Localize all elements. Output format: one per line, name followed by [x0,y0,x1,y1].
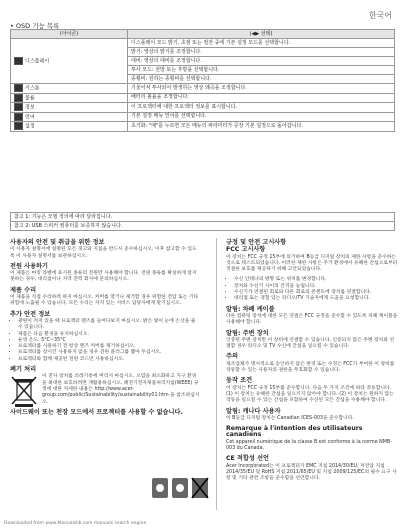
menu-cell [11,84,128,94]
section-body: Cet appareil numérique de la classe B est conforme à la norme NMB-003 du Canada. [226,439,392,452]
note: 참고 2: USB 스피커 컴퓨터를 보증하지 않습니다. [10,222,395,231]
desc-cell: 기본 설정 메뉴 언어를 선택합니다. [128,112,395,122]
section-heading: 알림: 캐나다 사용자 [226,407,281,415]
menu-label: 언어 [25,114,35,120]
table-row [11,93,395,103]
column-divider [216,238,217,510]
menu-cell [11,112,128,122]
osd-table [10,29,395,132]
section-body: Acer Incorporated는 이 프로젝터가 EMC 지침 2014/30/EU, 저전압 지침 2014/35/EU 및 RoHS 지침 2011/65/EU 및 지침 2009/125/EC의 필수 요구 사항 및 기타 관련 조항을 준수함을 선언합니다. [226,463,397,482]
section-body: 다른 컴퓨팅 장치에 대한 모든 연결은 FCC 규정을 준수할 수 있도록 차폐 케이블을 사용해야 합니다. [226,313,398,326]
download-footer: Downloaded from www.Manualslib.com manuals search engine [4,521,147,526]
section-heading: 제품 수리 [10,286,37,294]
section-heading: Remarque à l'intention des utilisateurs canadiens [226,425,363,439]
list-item: • 수신기가 연결된 회로와 다른 회로의 콘센트에 장치를 연결합니다. [234,290,398,296]
desc-cell: 투사 모드: 전방 또는 후방을 선택합니다. [128,66,395,75]
table-row [11,112,395,122]
section-heading: 전원 사용하기 [10,262,49,270]
menu-cell [11,93,128,103]
section-body: 제조업체가 명시적으로 승인하지 않은 변경 또는 수정은 FCC가 부여한 이 장비를 작동할 수 있는 사용자의 권한을 무효화할 수 있습니다. [226,361,395,374]
section-body: 이 장치는 FCC 규정 15부에 의거하여 B등급 디지털 장치의 제한 사항을 준수하는 것으로 테스트되었습니다. 이러한 제한 사항은 주거 환경에서 유해한 간섭으로부터 적절한 보호를 제공하기 위해 고안되었습니다. [226,254,398,273]
table-row [11,39,395,48]
desc-cell: 대비: 영상의 대비를 조정합니다. [128,57,395,66]
section-body: 이 전자 장치를 쓰레기통에 버리지 마십시오. 오염을 최소화하고 지구 환경을 최대한 보호하려면 재활용하십시오. 폐전기전자제품처리지침(WEEE) 규정에 대한 자세한 내용은 http://www.acer-group.com/public/Sustainability/sustainability01.htm 을 참조하십시오. [42,374,200,405]
menu-cell [11,122,128,132]
desc-cell: 배터리 볼륨을 조정합니다. [128,93,395,103]
section-heading: 주의 [226,353,238,361]
language-icon [14,113,23,121]
section-body: 이 장치는 FCC 규정 15부를 준수합니다. 다음 두 가지 조건에 따라 작동합니다. (1) 이 장치는 유해한 간섭을 일으키지 않아야 합니다. (2) 이 장치는 원하지 않는 작동을 일으킬 수 있는 간섭을 포함하여 수신된 모든 간섭을 수용해야 합니다. [226,385,394,404]
section-heading: 규정 및 안전 고시사항 [226,239,287,246]
language-label: 한국어 [368,11,392,20]
section-heading: 알림: 차폐 케이블 [226,305,275,313]
keystone-icon [14,84,23,92]
display-icon [14,57,23,65]
section-heading: CE 적합성 선언 [226,455,269,463]
menu-label: 키스톤 [25,85,40,92]
osd-notes [10,212,395,231]
list-item: • 운영 온도: 5°C~35°C [18,338,200,344]
section-heading: 동작 조건 [226,377,253,385]
desc-cell: 종횡비: 원하는 종횡비를 선택합니다. [128,75,395,84]
section-heading: 폐기 처리 [10,366,37,374]
safety-list [10,319,200,363]
settings-icon [14,122,23,130]
left-column [10,240,200,417]
menu-cell [11,103,128,113]
osd-col-desc: (◀▶ 선택) [128,30,395,39]
weee-bin-icon [10,374,38,408]
list-item: • 장치와 수신기 사이의 간격을 늘립니다. [234,284,398,290]
desc-cell: 디스플레이 모드 밝기, 초점 또는 절전 중에 기본 설정 모드를 선택합니다. [128,39,395,48]
menu-label: 설정 [25,123,35,130]
list-item: • 프로젝터를 사용하기 전 항상 렌즈 커버를 제거하십시오. [18,344,200,350]
desc-cell: 밝기: 영상의 밝기를 조정합니다. [128,48,395,57]
menu-cell [11,39,128,84]
list-item: • 제품은 다음 환경을 유지하십시오. [18,332,200,338]
list-item: • 프로젝터를 장시간 사용하지 않을 경우 전원 플러그를 뽑아 두십시오. [18,350,200,356]
menu-label: 볼륨 [25,95,35,101]
section-heading: FCC 고시사항 [226,246,266,254]
section-body: 이 사용자 설명서에 설명된 모든 경고와 지침을 반드시 준수하십시오. 이후 참고할 수 있도록 이 사용자 설명서를 보관하십시오. [10,247,197,259]
fcc-list [226,277,398,302]
section-heading: 사이드웨이 또는 천장 모드에서 프로젝터를 사용할 수 없습니다. [10,408,183,416]
section-body: 이 B등급 디지털 장치는 Canadian ICES-003을 준수합니다. [226,415,354,421]
section-heading: 알림: 주변 장치 [226,329,269,337]
section-body: 이 제품을 직접 수리하려 하지 마십시오. 커버를 열거나 제거할 경우 위험한 전압 또는 기타 위험에 노출될 수 있습니다. 모든 수리는 자격 있는 서비스 담당자에게 맡기십시오. [10,295,199,307]
desc-cell: 초기화: "예"를 누르면 모든 메뉴의 파라미터가 공장 기본 설정으로 돌아갑니다. [128,122,395,132]
section-body: 이 제품은 마킹 라벨에 표시된 종류의 전원만 사용해야 합니다. 전원 종류를 확실하게 알지 못하는 경우, 대리점이나 지역 전력 회사에 문의하십시오. [10,271,197,283]
osd-title: • OSD 기능 목록 [10,22,60,30]
osd-col-menu: (아이콘) [11,30,128,39]
right-column [226,240,398,487]
section-heading: 추가 안전 정보 [10,310,51,318]
section-body: 인증된 주변 장치만 이 장비에 연결할 수 있습니다. 인증되지 않은 주변 장치와 연결할 경우 라디오 및 TV 수신에 간섭을 일으킬 수 있습니다. [226,337,395,350]
list-item: • 광원이 켜져 있을 때 프로젝터 렌즈를 들여다보지 마십시오. 밝은 빛이 눈에 손상을 줄 수 있습니다. [18,319,200,332]
projector-orientation-illustration [150,474,210,502]
desc-cell: 이 프로젝터에 대한 프로젝터 정보를 표시합니다. [128,103,395,113]
info-icon [14,103,23,111]
volume-icon [14,94,23,102]
desc-cell: 기울어져 투사되어 발생하는 영상 왜곡을 조정합니다. [128,84,395,94]
note: 참고 1: 기능은 모델 정의에 따라 달라집니다. [10,212,395,222]
table-row [11,103,395,113]
section-heading: 사용자의 안전 및 취급을 위한 정보 [10,239,105,246]
list-item: • 프로젝터와 함께 제공된 전원 코드만 사용하십시오. [18,357,200,363]
menu-label: 디스플레이 [25,58,50,65]
menu-label: 정보 [25,104,35,111]
table-row [11,122,395,132]
list-item: • 대리점 또는 경험 있는 라디오/TV 기술자에게 도움을 요청합니다. [234,296,398,302]
list-item: • 수신 안테나의 방향 또는 위치를 변경합니다. [234,277,398,283]
table-row [11,84,395,94]
